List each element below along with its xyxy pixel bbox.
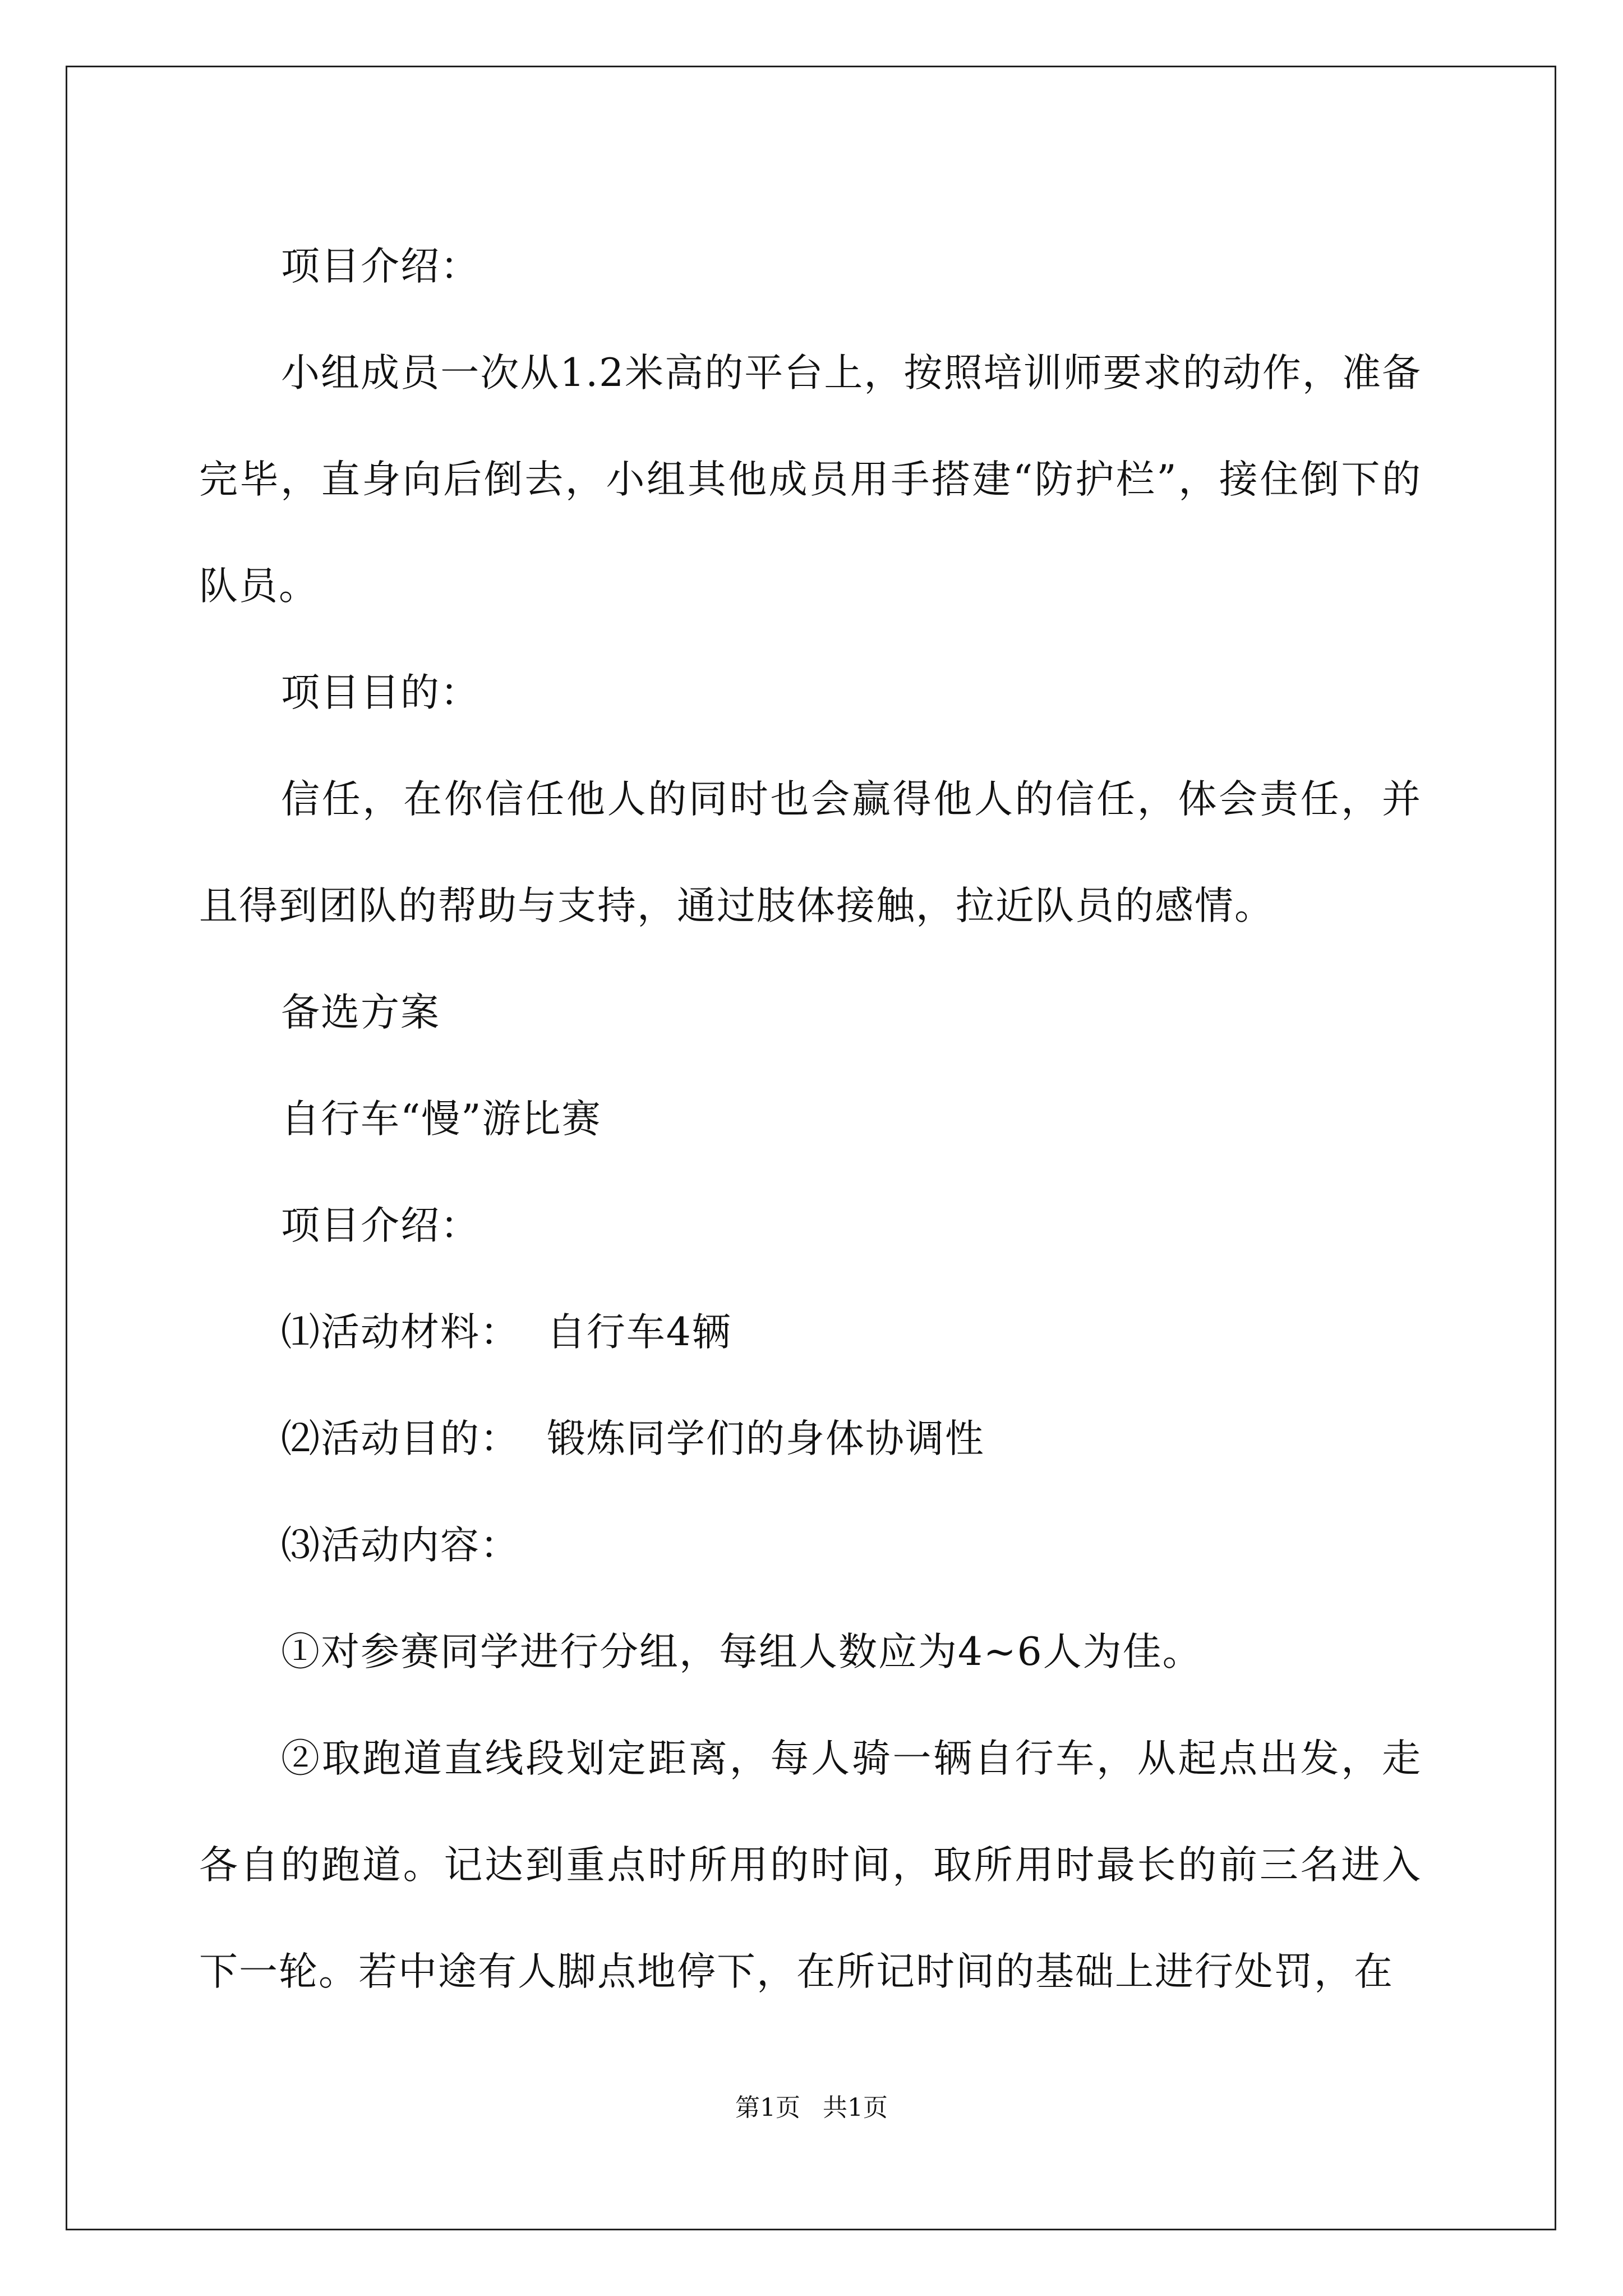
step-two: ②取跑道直线段划定距离，每人骑一辆自行车，从起点出发，走各自的跑道。记达到重点时所用的时间，取所用时最长的前三名进入下一轮。若中途有人脚点地停下，在所记时间的基础上进行处罚，在 — [199, 1736, 1422, 1994]
document-body — [199, 213, 1422, 2025]
step-one: ①对参赛同学进行分组，每组人数应为4~6人为佳。 — [281, 1630, 1202, 1674]
page-number: 第1页 — [735, 2093, 800, 2122]
paragraph-intro-body: 小组成员一次从1.2米高的平台上，按照培训师要求的动作，准备完毕，直身向后倒去，小组其他成员用手搭建“防护栏”，接住倒下的队员。 — [199, 351, 1422, 609]
page-footer — [0, 2091, 1623, 2125]
section-heading-intro-2: 项目介绍： — [281, 1203, 480, 1248]
list-item-content: ⑶活动内容： — [281, 1523, 520, 1568]
list-item-purpose: ⑵活动目的： 锻炼同学们的身体协调性 — [281, 1416, 985, 1461]
section-heading-purpose: 项目目的： — [281, 670, 480, 715]
paragraph-purpose-body: 信任，在你信任他人的同时也会赢得他人的信任，体会责任，并且得到团队的帮助与支持，通过肢体接触，拉近队员的感情。 — [199, 777, 1422, 928]
list-item-materials: ⑴活动材料： 自行车4辆 — [281, 1310, 732, 1355]
section-heading-alternative: 备选方案 — [281, 990, 440, 1035]
section-heading-intro: 项目介绍： — [281, 244, 480, 289]
page-total: 共1页 — [823, 2093, 888, 2122]
activity-title: 自行车“慢”游比赛 — [281, 1097, 602, 1142]
